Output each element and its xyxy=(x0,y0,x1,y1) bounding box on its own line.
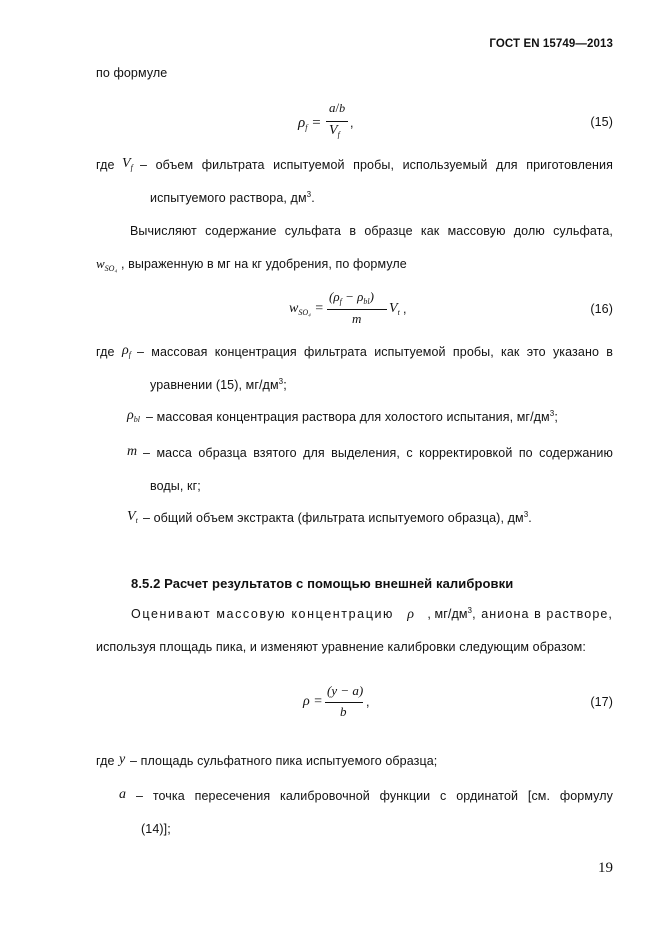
intro-text: по формуле xyxy=(96,66,168,80)
formula-15-numerator: a/b xyxy=(329,100,346,115)
rho-f-description-line2: уравнении (15), $мг/дм^3$; xyxy=(150,377,287,392)
rho-bl-symbol: $\rho_{bl}$ xyxy=(127,408,140,424)
a-description-line2: (14)]; xyxy=(141,822,171,836)
formula-16-numerator: $(\rho_f - \rho_{bl})$ xyxy=(329,289,374,306)
formula-15-denominator: $V_f$ xyxy=(329,123,340,139)
m-description-line2: воды, кг; xyxy=(150,479,201,493)
vt-symbol: $V_t$ xyxy=(127,509,138,525)
paragraph-2-line1: Оценивают массовую концентрацию ρ , $мг/дм^3$, аниона в растворе, xyxy=(131,606,613,622)
formula-17-fraction-bar xyxy=(325,702,363,703)
formula-15-fraction-bar xyxy=(326,121,348,122)
formula-16-volume: $V_t$ xyxy=(389,301,400,317)
gde-label: где xyxy=(96,345,115,359)
m-symbol: m xyxy=(127,444,138,459)
formula-17-comma: , xyxy=(366,695,370,709)
a-description-line1: – точка пересечения калибровочной функции с ординатой [см. формулу xyxy=(136,789,613,803)
vt-description: – общий объем экстракта (фильтрата испытуемого образца), $дм^3$. xyxy=(143,510,532,525)
formula-15-lhs: $\rho_f$ = xyxy=(298,115,322,132)
rho-f-description-line1: – массовая концентрация фильтрата испытуемой пробы, как это указано в xyxy=(137,345,613,359)
paragraph-1-line1: Вычисляют содержание сульфата в образце как массовую долю сульфата, xyxy=(130,224,613,238)
formula-15-number: (15) xyxy=(590,115,613,129)
rho-bl-description: – массовая концентрация раствора для холостого испытания, $мг/дм^3$; xyxy=(146,409,558,424)
formula-16-fraction-bar xyxy=(327,309,387,310)
gde-label: где xyxy=(96,754,115,768)
gde-label: где xyxy=(96,158,115,172)
m-description-line1: – масса образца взятого для выделения, с корректировкой по содержанию xyxy=(143,446,613,460)
formula-16-denominator: m xyxy=(352,311,362,326)
page-number: 19 xyxy=(598,860,613,876)
w-so4-symbol: $w_{SO_4}$ xyxy=(96,256,118,273)
formula-17-denominator: b xyxy=(340,704,347,719)
formula-17-numerator: (y − a) xyxy=(327,683,364,698)
vf-description-line2: испытуемого раствора, $дм^3$. xyxy=(150,190,315,205)
y-symbol: y xyxy=(119,752,126,767)
paragraph-1-line2: , выраженную в мг на кг удобрения, по формуле xyxy=(121,257,407,271)
formula-17-lhs: ρ = xyxy=(303,694,323,709)
formula-16-number: (16) xyxy=(590,302,613,316)
formula-17-number: (17) xyxy=(590,695,613,709)
document-header: ГОСТ EN 15749—2013 xyxy=(489,38,613,50)
y-description: – площадь сульфатного пика испытуемого образца; xyxy=(130,754,438,768)
vf-description-line1: – объем фильтрата испытуемой пробы, используемый для приготовления xyxy=(140,158,613,172)
a-symbol: a xyxy=(119,787,126,802)
formula-16-lhs: $w_{SO_4}$ = xyxy=(289,301,324,317)
formula-16-comma: , xyxy=(403,302,407,316)
section-heading: 8.5.2 Расчет результатов с помощью внешней калибровки xyxy=(131,576,514,591)
paragraph-2-line2: используя площадь пика, и изменяют уравнение калибровки следующим образом: xyxy=(96,640,586,654)
vf-symbol: $V_f$ xyxy=(122,156,133,172)
formula-15-comma: , xyxy=(350,116,354,130)
rho-f-symbol: $\rho_f$ xyxy=(122,343,131,359)
